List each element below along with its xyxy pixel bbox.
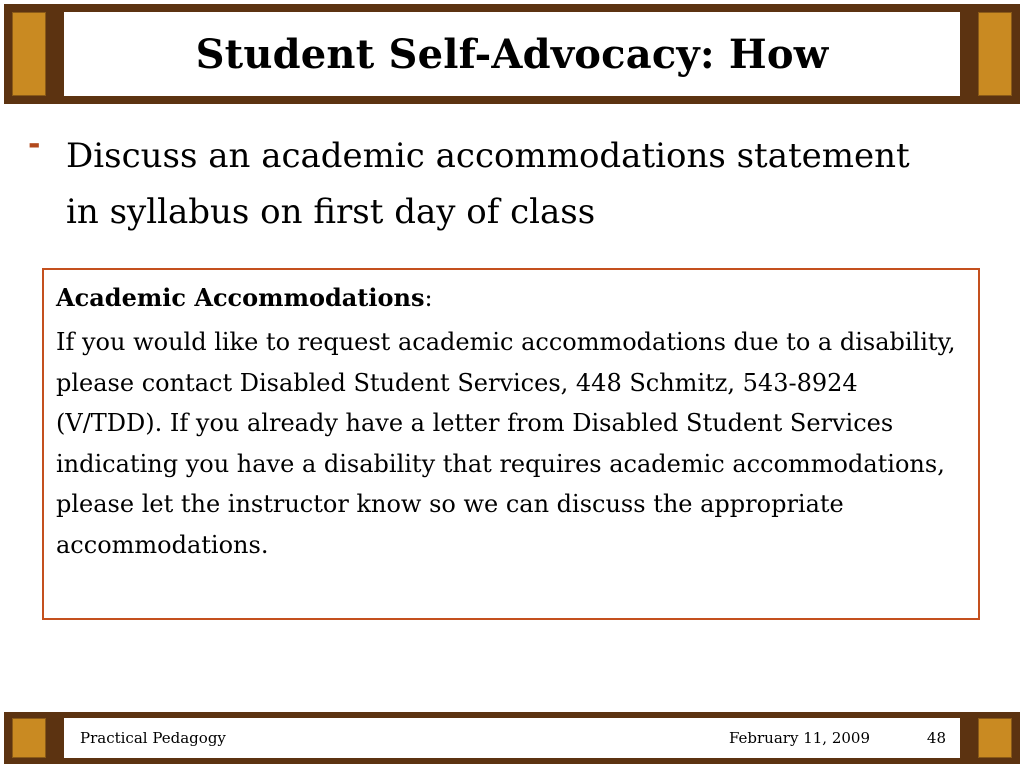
footer-page-number: 48 [926, 729, 946, 747]
accommodations-heading [56, 282, 966, 314]
footer-course-name: Practical Pedagogy [80, 729, 226, 747]
title-panel [64, 12, 960, 96]
footer-left-accent-block [12, 718, 46, 758]
accommodations-body: If you would like to request academic accommodations due to a disability, please contact Disabled Student Services, 448 Schmitz, 543-8924 (V/TDD). If you already have a letter from Disabled Student Services indicating you have a disability that requires academic accommodations, please let the instructor know so we can discuss the appropriate accommodations. [56, 328, 956, 559]
slide-title: Student Self-Advocacy: How [195, 30, 829, 78]
bullet-text: Discuss an academic accommodations statement in syllabus on first day of class [66, 136, 910, 232]
footer-bar [4, 712, 1020, 764]
accommodations-heading-colon: : [424, 284, 433, 312]
accommodations-heading-label: Academic Accommodations [56, 283, 425, 312]
title-left-accent-block [12, 12, 46, 96]
footer-panel [64, 718, 960, 758]
title-bar [4, 4, 1020, 104]
bullet-item [28, 128, 988, 240]
accommodations-statement-box [42, 268, 980, 620]
footer-date: February 11, 2009 [728, 729, 870, 747]
bullet-marker: - [28, 127, 41, 162]
footer-right-accent-block [978, 718, 1012, 758]
title-right-accent-block [978, 12, 1012, 96]
